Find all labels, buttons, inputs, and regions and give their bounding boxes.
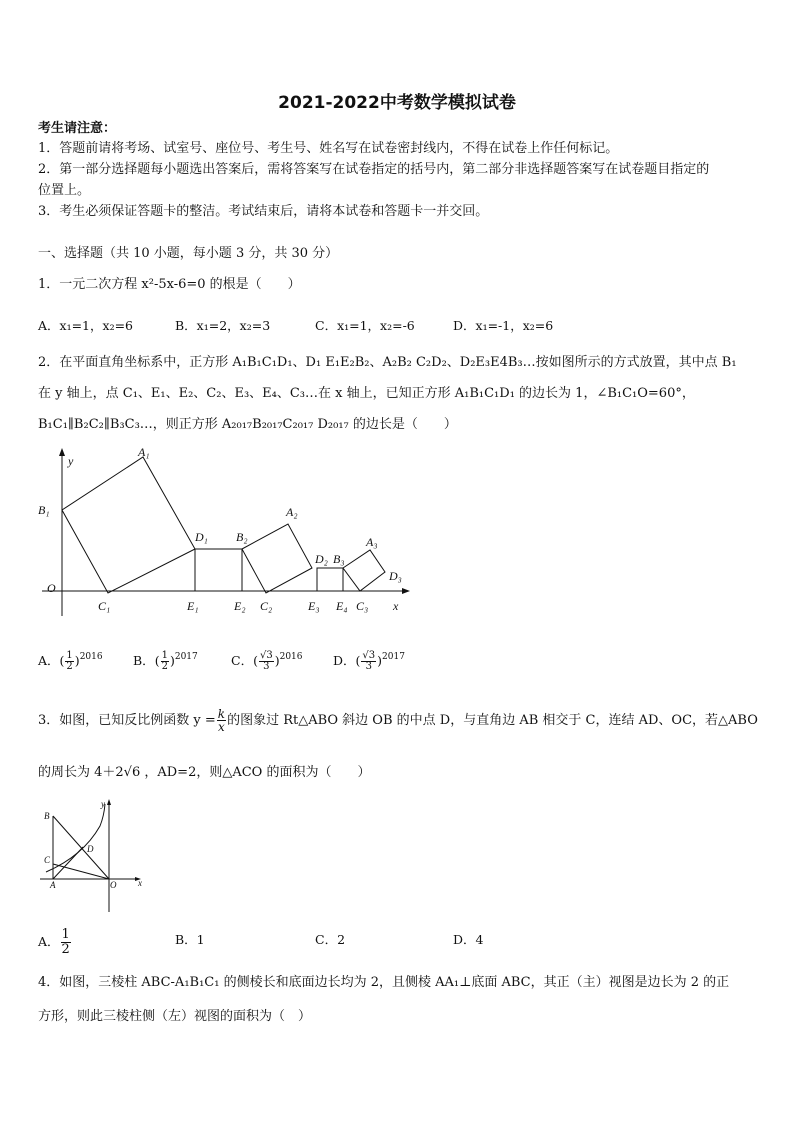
q3-label-c: C bbox=[44, 855, 51, 865]
q2-label-d1: D₁ bbox=[195, 530, 208, 544]
q2-label-a3: A₃ bbox=[366, 535, 378, 549]
q2-label-d3: D₃ bbox=[389, 569, 402, 583]
q2-label-c3: C₃ bbox=[356, 599, 369, 613]
q2-option-b: B．( $\frac{1}{2}$ )$^{2017}$ bbox=[133, 650, 198, 672]
q3-label-d: D bbox=[87, 844, 94, 854]
notice-item: 1．答题前请将考场、试室号、座位号、考生号、姓名写在试卷密封线内，不得在试卷上作任何标记。 bbox=[38, 141, 619, 156]
q2-line-3: B₁C₁∥B₂C₂∥B₃C₃…，则正方形 A₂₀₁₇B₂₀₁₇C₂₀₁₇ D₂₀₁₇ 的边长是（ ） bbox=[38, 417, 457, 432]
q3-segment-oc bbox=[53, 864, 109, 879]
q3-line-1: 3．如图，已知反比例函数 y = $\frac{k}{x}$ 的图象过 Rt△ABO 斜边 OB 的中点 D，与直角边 AB 相交于 C，连结 AD、OC，若△ABO bbox=[38, 707, 758, 734]
q2-y-arrow bbox=[59, 448, 65, 456]
q1-stem: 1．一元二次方程 x²-5x-6=0 的根是（ ） bbox=[38, 277, 301, 292]
q2-label-e3: E₃ bbox=[308, 599, 320, 613]
q1-option-a: A．x₁=1，x₂=6 bbox=[38, 318, 134, 333]
q4-line-2: 方形，则此三棱柱侧（左）视图的面积为（ ） bbox=[38, 1009, 312, 1024]
q2-label-o: O bbox=[47, 581, 56, 595]
q3-label-b: B bbox=[44, 811, 50, 821]
q2-option-c: C．( $\frac{√3}{3}$ )$^{2016}$ bbox=[231, 650, 303, 672]
notice-item: 2．第一部分选择题每小题选出答案后，需将答案写在试卷指定的括号内，第二部分非选择题答案写在试卷题目指定的 bbox=[38, 162, 710, 177]
q2-label-e1: E₁ bbox=[187, 599, 199, 613]
q2-line-1: 2．在平面直角坐标系中，正方形 A₁B₁C₁D₁、D₁ E₁E₂B₂、A₂B₂ C₂D₂、D₂E₃E4B₃…按如图所示的方式放置，其中点 B₁ bbox=[38, 355, 737, 370]
q2-option-d: D．( $\frac{√3}{3}$ )$^{2017}$ bbox=[333, 650, 405, 672]
q3-label-o: O bbox=[110, 880, 117, 890]
q3-label-y: y bbox=[101, 799, 105, 809]
q2-option-a: A．( $\frac{1}{2}$ )$^{2016}$ bbox=[38, 650, 103, 672]
q2-square-1 bbox=[62, 457, 195, 593]
q3-option-d: D．4 bbox=[453, 932, 484, 947]
q2-label-y: y bbox=[68, 454, 74, 468]
q4-line-1: 4．如图，三棱柱 ABC-A₁B₁C₁ 的侧棱长和底面边长均为 2，且侧棱 AA₁⊥底面 ABC，其正（主）视图是边长为 2 的正 bbox=[38, 975, 730, 990]
exam-title: 2021-2022中考数学模拟试卷 bbox=[278, 93, 516, 113]
notice-heading: 考生请注意： bbox=[38, 121, 117, 136]
q2-label-d2: D₂ bbox=[315, 552, 328, 566]
section-heading: 一、选择题（共 10 小题，每小题 3 分，共 30 分） bbox=[38, 246, 339, 261]
notice-item: 3．考生必须保证答题卡的整洁。考试结束后，请将本试卷和答题卡一并交回。 bbox=[38, 204, 489, 219]
notice-item: 位置上。 bbox=[38, 183, 91, 198]
q2-label-e2: E₂ bbox=[234, 599, 246, 613]
q2-label-a1: A₁ bbox=[138, 446, 150, 459]
q3-option-a: A． $\frac{1}{2}$ bbox=[38, 927, 70, 957]
q2-square-3 bbox=[343, 550, 385, 591]
q2-label-b1: B₁ bbox=[38, 503, 50, 517]
q3-figure bbox=[38, 796, 152, 914]
q2-label-e4: E₄ bbox=[336, 599, 348, 613]
q3-option-b: B．1 bbox=[175, 932, 205, 947]
q2-square-2 bbox=[242, 524, 312, 593]
q2-label-c2: C₂ bbox=[260, 599, 273, 613]
q2-square-d1e1e2b2 bbox=[195, 549, 242, 591]
q2-label-x: x bbox=[393, 599, 399, 613]
q1-option-d: D．x₁=-1，x₂=6 bbox=[453, 318, 554, 333]
q3-line-2: 的周长为 4＋2√6 ，AD=2，则△ACO 的面积为（ ） bbox=[38, 765, 371, 780]
q1-option-b: B．x₁=2，x₂=3 bbox=[175, 318, 271, 333]
q3-y-arrow bbox=[107, 799, 111, 805]
q2-line-2: 在 y 轴上，点 C₁、E₁、E₂、C₂、E₃、E₄、C₃…在 x 轴上，已知正方形 A₁B₁C₁D₁ 的边长为 1，∠B₁C₁O=60°， bbox=[38, 386, 695, 401]
q3-label-x: x bbox=[138, 878, 142, 888]
q3-label-a: A bbox=[50, 880, 56, 890]
q2-square-d2e3e4b3 bbox=[317, 568, 343, 591]
q2-label-a2: A₂ bbox=[286, 505, 298, 519]
q2-label-b2: B₂ bbox=[236, 530, 248, 544]
q2-squares-figure bbox=[38, 446, 418, 618]
q3-option-c: C．2 bbox=[315, 932, 346, 947]
q2-label-c1: C₁ bbox=[98, 599, 111, 613]
q2-x-arrow bbox=[402, 588, 410, 594]
q2-label-b3: B₃ bbox=[333, 552, 345, 566]
q3-hyperbola bbox=[46, 804, 105, 872]
q1-option-c: C．x₁=1，x₂=-6 bbox=[315, 318, 415, 333]
